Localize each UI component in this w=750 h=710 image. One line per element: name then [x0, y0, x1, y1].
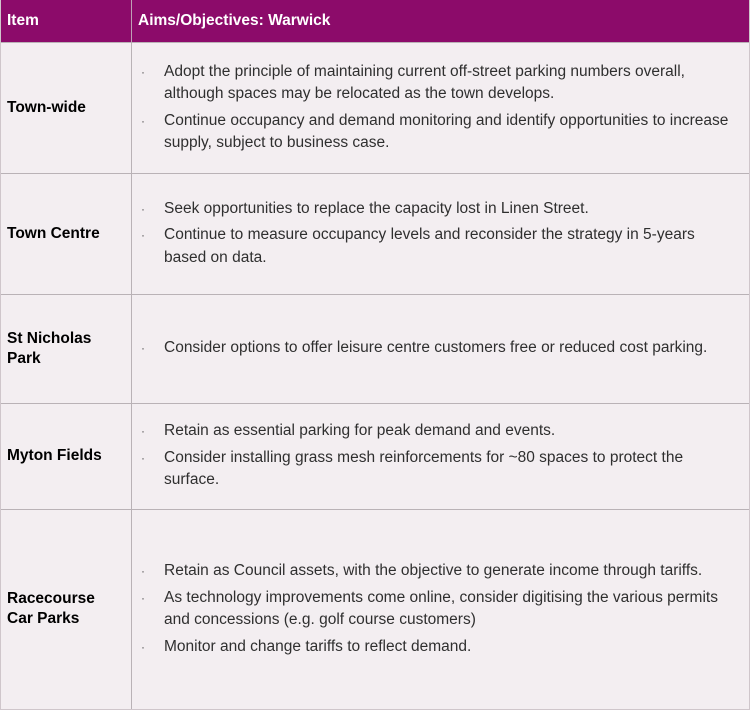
- aims-list-item: [138, 224, 739, 269]
- bullet-icon: ·: [141, 228, 145, 243]
- row-item-label: Myton Fields: [1, 403, 132, 509]
- aims-list: [138, 61, 739, 155]
- header-row: [1, 0, 749, 42]
- aims-list: [138, 337, 739, 360]
- aims-list-item: [138, 447, 739, 492]
- row-item-label: Racecourse Car Parks: [1, 509, 132, 709]
- aims-list-item: [138, 560, 739, 583]
- aim-text: As technology improvements come online, consider digitising the various permits and concessions (e.g. golf course customers): [164, 588, 718, 629]
- aims-list-item: [138, 198, 739, 221]
- aims-list-item: [138, 420, 739, 443]
- aims-list: [138, 560, 739, 658]
- table-row: [1, 403, 749, 509]
- table-header: [1, 0, 749, 42]
- bullet-icon: ·: [141, 424, 145, 439]
- row-aims-cell: [132, 173, 750, 294]
- row-item-label: Town Centre: [1, 173, 132, 294]
- bullet-icon: ·: [141, 341, 145, 356]
- bullet-icon: ·: [141, 639, 145, 654]
- bullet-icon: ·: [141, 564, 145, 579]
- row-item-label: Town-wide: [1, 42, 132, 173]
- aim-text: Continue to measure occupancy levels and reconsider the strategy in 5-years based on data.: [164, 226, 695, 266]
- row-aims-cell: [132, 403, 750, 509]
- aims-list: [138, 198, 739, 270]
- row-aims-cell: [132, 42, 750, 173]
- aims-list-item: [138, 61, 739, 106]
- bullet-icon: ·: [141, 201, 145, 216]
- table-row: [1, 509, 749, 709]
- aim-text: Consider options to offer leisure centre customers free or reduced cost parking.: [164, 339, 708, 357]
- aim-text: Retain as essential parking for peak demand and events.: [164, 422, 556, 440]
- table-body: [1, 42, 749, 709]
- aim-text: Retain as Council assets, with the objective to generate income through tariffs.: [164, 562, 703, 580]
- aims-list-item: [138, 337, 739, 360]
- bullet-icon: ·: [141, 64, 145, 79]
- aim-text: Monitor and change tariffs to reflect demand.: [164, 637, 472, 655]
- aim-text: Continue occupancy and demand monitoring and identify opportunities to increase supply, subject to business case.: [164, 111, 729, 151]
- bullet-icon: ·: [141, 450, 145, 465]
- aim-text: Adopt the principle of maintaining current off-street parking numbers overall, although spaces may be relocated as the town develops.: [164, 62, 685, 102]
- bullet-icon: ·: [141, 113, 145, 128]
- row-item-label: St Nicholas Park: [1, 294, 132, 403]
- aims-list: [138, 420, 739, 492]
- table-row: [1, 173, 749, 294]
- header-item: Item: [1, 0, 132, 42]
- table-row: [1, 294, 749, 403]
- aims-list-item: [138, 636, 739, 659]
- aim-text: Consider installing grass mesh reinforcements for ~80 spaces to protect the surface.: [164, 448, 684, 489]
- table-row: [1, 42, 749, 173]
- row-aims-cell: [132, 294, 750, 403]
- bullet-icon: ·: [141, 590, 145, 605]
- header-aims: Aims/Objectives: Warwick: [132, 0, 750, 42]
- aims-list-item: [138, 587, 739, 632]
- aim-text: Seek opportunities to replace the capacity lost in Linen Street.: [164, 199, 589, 217]
- aims-list-item: [138, 110, 739, 155]
- row-aims-cell: [132, 509, 750, 709]
- warwick-parking-table: [1, 0, 749, 709]
